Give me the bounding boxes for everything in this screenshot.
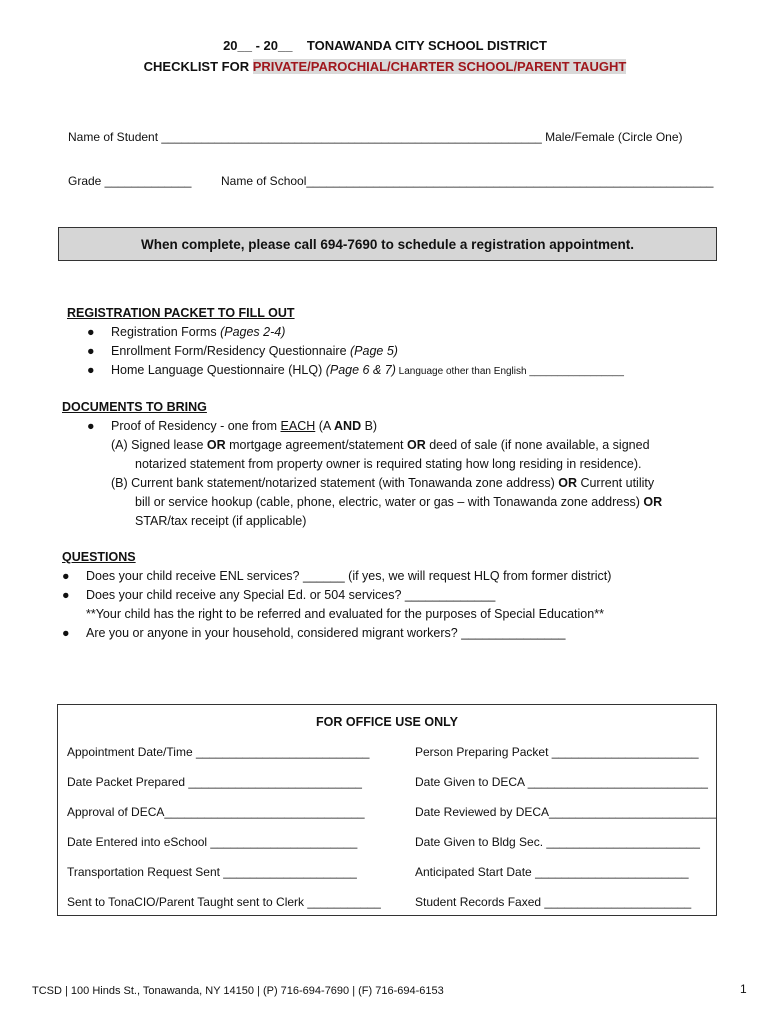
office-field-given-to-deca[interactable]: Date Given to DECA ___________________________: [415, 775, 708, 789]
documents-list: [62, 417, 742, 531]
office-field-deca-approval[interactable]: Approval of DECA______________________________: [67, 805, 365, 819]
packet-list: [67, 323, 747, 381]
packet-item: ● Registration Forms (Pages 2-4): [87, 325, 286, 339]
packet-item: ● Enrollment Form/Residency Questionnaire (Page 5): [87, 344, 398, 358]
office-field-bldg-sec[interactable]: Date Given to Bldg Sec. _______________________: [415, 835, 700, 849]
or-label: OR: [407, 438, 426, 452]
grade-field[interactable]: Grade _____________: [68, 174, 192, 188]
office-field-transportation[interactable]: Transportation Request Sent ____________________: [67, 865, 357, 879]
page-number: 1: [740, 982, 747, 996]
option-b-text-2: Current utility: [576, 476, 655, 490]
registration-packet-section: [67, 304, 747, 381]
banner-text: When complete, please call 694-7690 to schedule a registration appointment.: [141, 236, 634, 252]
office-field-packet-prepared[interactable]: Date Packet Prepared __________________________: [67, 775, 362, 789]
office-field-start-date[interactable]: Anticipated Start Date _______________________: [415, 865, 689, 879]
question-text[interactable]: Are you or anyone in your household, considered migrant workers? _______________: [86, 626, 566, 640]
option-b-text: (B) Current bank statement/notarized statement (with Tonawanda zone address): [111, 476, 559, 490]
option-b: [87, 474, 742, 531]
packet-item-pages: (Pages 2-4): [220, 325, 286, 339]
office-use-box: [57, 704, 717, 916]
or-label: OR: [558, 476, 577, 490]
packet-item: ● Home Language Questionnaire (HLQ) (Page 6 & 7) Language other than English _________________: [87, 363, 624, 377]
question-text[interactable]: Does your child receive any Special Ed. or 504 services? _____________: [86, 588, 496, 602]
option-a-text: (A) Signed lease: [111, 438, 207, 452]
packet-heading: REGISTRATION PACKET TO FILL OUT: [67, 306, 295, 320]
option-a-text-3: deed of sale (if none available, a signed: [425, 438, 650, 452]
subtitle-prefix: CHECKLIST FOR: [143, 59, 253, 74]
question-item: ● Does your child receive any Special Ed. or 504 services? _____________: [62, 588, 496, 602]
question-item: ● Does your child receive ENL services? ______ (if yes, we will request HLQ from former district): [62, 569, 612, 583]
packet-item-pages: (Page 6 & 7): [325, 363, 396, 377]
option-a: [87, 436, 742, 474]
proof-each: EACH: [280, 419, 316, 433]
subtitle-highlight: PRIVATE/PAROCHIAL/CHARTER SCHOOL/PARENT TAUGHT: [252, 59, 627, 74]
office-field-reviewed-by-deca[interactable]: Date Reviewed by DECA_________________________: [415, 805, 716, 819]
proof-item: ● Proof of Residency - one from EACH (A AND B): [87, 419, 378, 433]
school-name-field[interactable]: Name of School_____________________________________________________________: [221, 174, 714, 188]
document-subtitle: [0, 59, 770, 74]
packet-item-text: Registration Forms: [111, 325, 221, 339]
documents-section: [62, 398, 742, 531]
special-ed-note: **Your child has the right to be referred and evaluated for the purposes of Special Education**: [86, 607, 604, 621]
questions-section: [62, 548, 752, 643]
question-item: ● Are you or anyone in your household, considered migrant workers? _______________: [62, 626, 566, 640]
documents-heading: DOCUMENTS TO BRING: [62, 400, 207, 414]
student-name-field[interactable]: Name of Student _________________________________________________________ Male/Female (Circle One): [68, 130, 683, 144]
or-label: OR: [206, 438, 226, 452]
option-a-text-2: mortgage agreement/statement: [225, 438, 407, 452]
office-field-eschool[interactable]: Date Entered into eSchool ______________________: [67, 835, 358, 849]
option-b-line3: STAR/tax receipt (if applicable): [135, 514, 307, 528]
footer-address: TCSD | 100 Hinds St., Tonawanda, NY 14150 | (P) 716-694-7690 | (F) 716-694-6153: [32, 985, 444, 997]
proof-and: AND: [334, 419, 362, 433]
questions-heading: QUESTIONS: [62, 550, 136, 564]
proof-text: Proof of Residency - one from: [111, 419, 281, 433]
packet-item-text: Home Language Questionnaire (HLQ): [111, 363, 326, 377]
office-field-person-preparing[interactable]: Person Preparing Packet ______________________: [415, 745, 699, 759]
office-title: FOR OFFICE USE ONLY: [316, 715, 458, 729]
option-b-line2: bill or service hookup (cable, phone, electric, water or gas – with Tonawanda zone address): [135, 495, 644, 509]
language-field[interactable]: Language other than English _________________: [395, 366, 624, 377]
office-field-records-faxed[interactable]: Student Records Faxed ______________________: [415, 895, 692, 909]
or-label: OR: [643, 495, 663, 509]
question-text[interactable]: Does your child receive ENL services? ______ (if yes, we will request HLQ from former district): [86, 569, 612, 583]
proof-end: B): [361, 419, 378, 433]
document-title: 20__ - 20__ TONAWANDA CITY SCHOOL DISTRICT: [223, 38, 547, 53]
packet-item-pages: (Page 5): [350, 344, 398, 358]
proof-mid: (A: [315, 419, 335, 433]
option-a-line2: notarized statement from property owner is required stating how long residing in residence).: [135, 457, 642, 471]
office-field-sent-to-clerk[interactable]: Sent to TonaCIO/Parent Taught sent to Clerk ___________: [67, 895, 381, 909]
instruction-banner: [58, 227, 717, 261]
office-field-appointment[interactable]: Appointment Date/Time __________________________: [67, 745, 370, 759]
packet-item-text: Enrollment Form/Residency Questionnaire: [111, 344, 350, 358]
